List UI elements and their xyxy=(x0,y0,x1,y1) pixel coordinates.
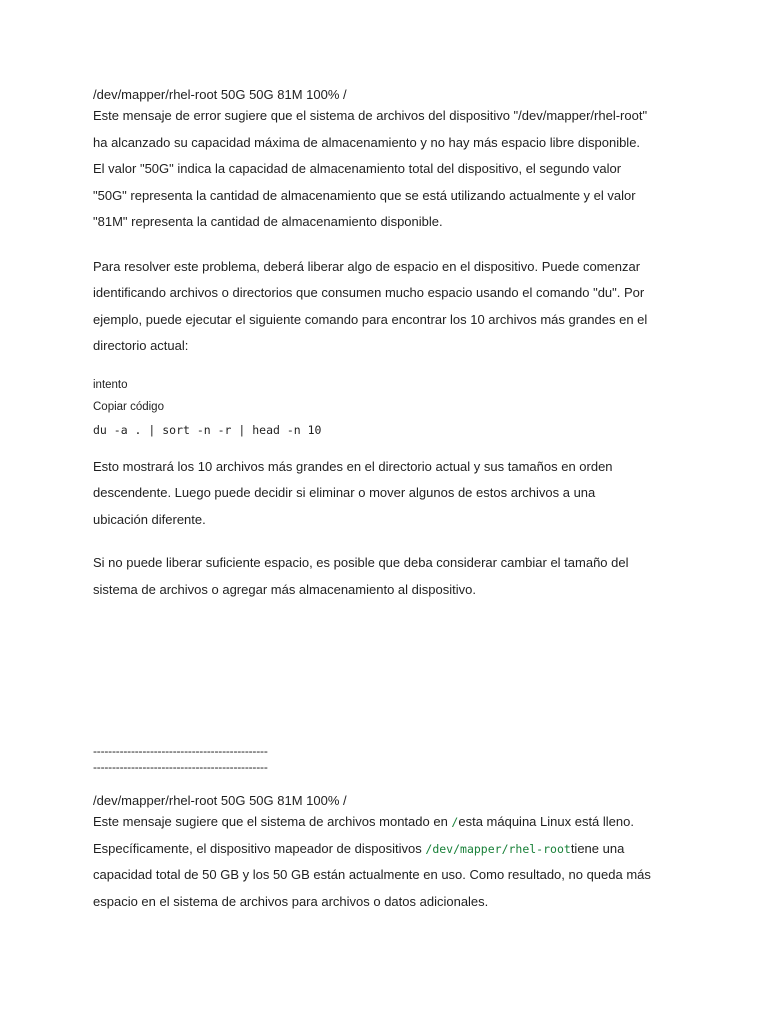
paragraph-line: sistema de archivos o agregar más almacenamiento al dispositivo. xyxy=(93,581,476,597)
paragraph-line: espacio en el sistema de archivos para archivos o datos adicionales. xyxy=(93,893,489,909)
paragraph-line: Esto mostrará los 10 archivos más grandes en el directorio actual y sus tamaños en orden xyxy=(93,458,613,474)
inline-code: /dev/mapper/rhel-root xyxy=(425,841,571,856)
separator xyxy=(93,743,693,775)
paragraph-line: Este mensaje de error sugiere que el sistema de archivos del dispositivo "/dev/mapper/rhel-root" xyxy=(93,108,648,123)
paragraph xyxy=(93,254,693,360)
paragraph xyxy=(93,809,693,915)
paragraph-line: ubicación diferente. xyxy=(93,511,206,527)
inline-code: / xyxy=(451,815,459,829)
paragraph-line: El valor "50G" indica la capacidad de almacenamiento total del dispositivo, el segundo valor xyxy=(93,161,622,176)
text-segment: Específicamente, el dispositivo mapeador de dispositivos xyxy=(93,840,426,856)
code-block xyxy=(93,376,693,439)
paragraph xyxy=(93,550,693,603)
paragraph-line: directorio actual: xyxy=(93,338,189,353)
paragraph-line: capacidad total de 50 GB y los 50 GB están actualmente en uso. Como resultado, no queda más xyxy=(93,867,651,882)
copy-code-button[interactable]: Copiar código xyxy=(93,400,164,413)
paragraph-line: ejemplo, puede ejecutar el siguiente comando para encontrar los 10 archivos más grandes en el xyxy=(93,311,648,327)
paragraph xyxy=(93,103,693,236)
text-segment: tiene una xyxy=(570,840,625,856)
paragraph-line xyxy=(93,809,693,836)
code-text: du -a . | sort -n -r | head -n 10 xyxy=(93,422,322,437)
paragraph xyxy=(93,454,693,534)
text-segment: Este mensaje sugiere que el sistema de archivos montado en xyxy=(93,814,452,829)
paragraph-line: "81M" representa la cantidad de almacenamiento disponible. xyxy=(93,214,443,229)
code-language-label: intento xyxy=(93,378,128,391)
section-heading: /dev/mapper/rhel-root 50G 50G 81M 100% / xyxy=(93,793,347,808)
separator-line: ---------------------------------------------- xyxy=(93,744,268,758)
paragraph-line: Si no puede liberar suficiente espacio, es posible que deba considerar cambiar el tamaño del xyxy=(93,555,629,570)
section-heading: /dev/mapper/rhel-root 50G 50G 81M 100% / xyxy=(93,87,347,102)
paragraph-line: Para resolver este problema, deberá liberar algo de espacio en el dispositivo. Puede comenzar xyxy=(93,258,641,274)
document-page xyxy=(93,86,693,915)
paragraph-line: identificando archivos o directorios que consumen mucho espacio usando el comando "du". Por xyxy=(93,285,645,300)
paragraph-line xyxy=(93,836,693,863)
paragraph-line: "50G" representa la cantidad de almacenamiento que se está utilizando actualmente y el valor xyxy=(93,187,636,203)
paragraph-line: descendente. Luego puede decidir si eliminar o mover algunos de estos archivos a una xyxy=(93,485,596,500)
paragraph-line: ha alcanzado su capacidad máxima de almacenamiento y no hay más espacio libre disponible. xyxy=(93,134,641,150)
text-segment: esta máquina Linux está lleno. xyxy=(458,814,634,829)
separator-line: ---------------------------------------------- xyxy=(93,760,268,774)
